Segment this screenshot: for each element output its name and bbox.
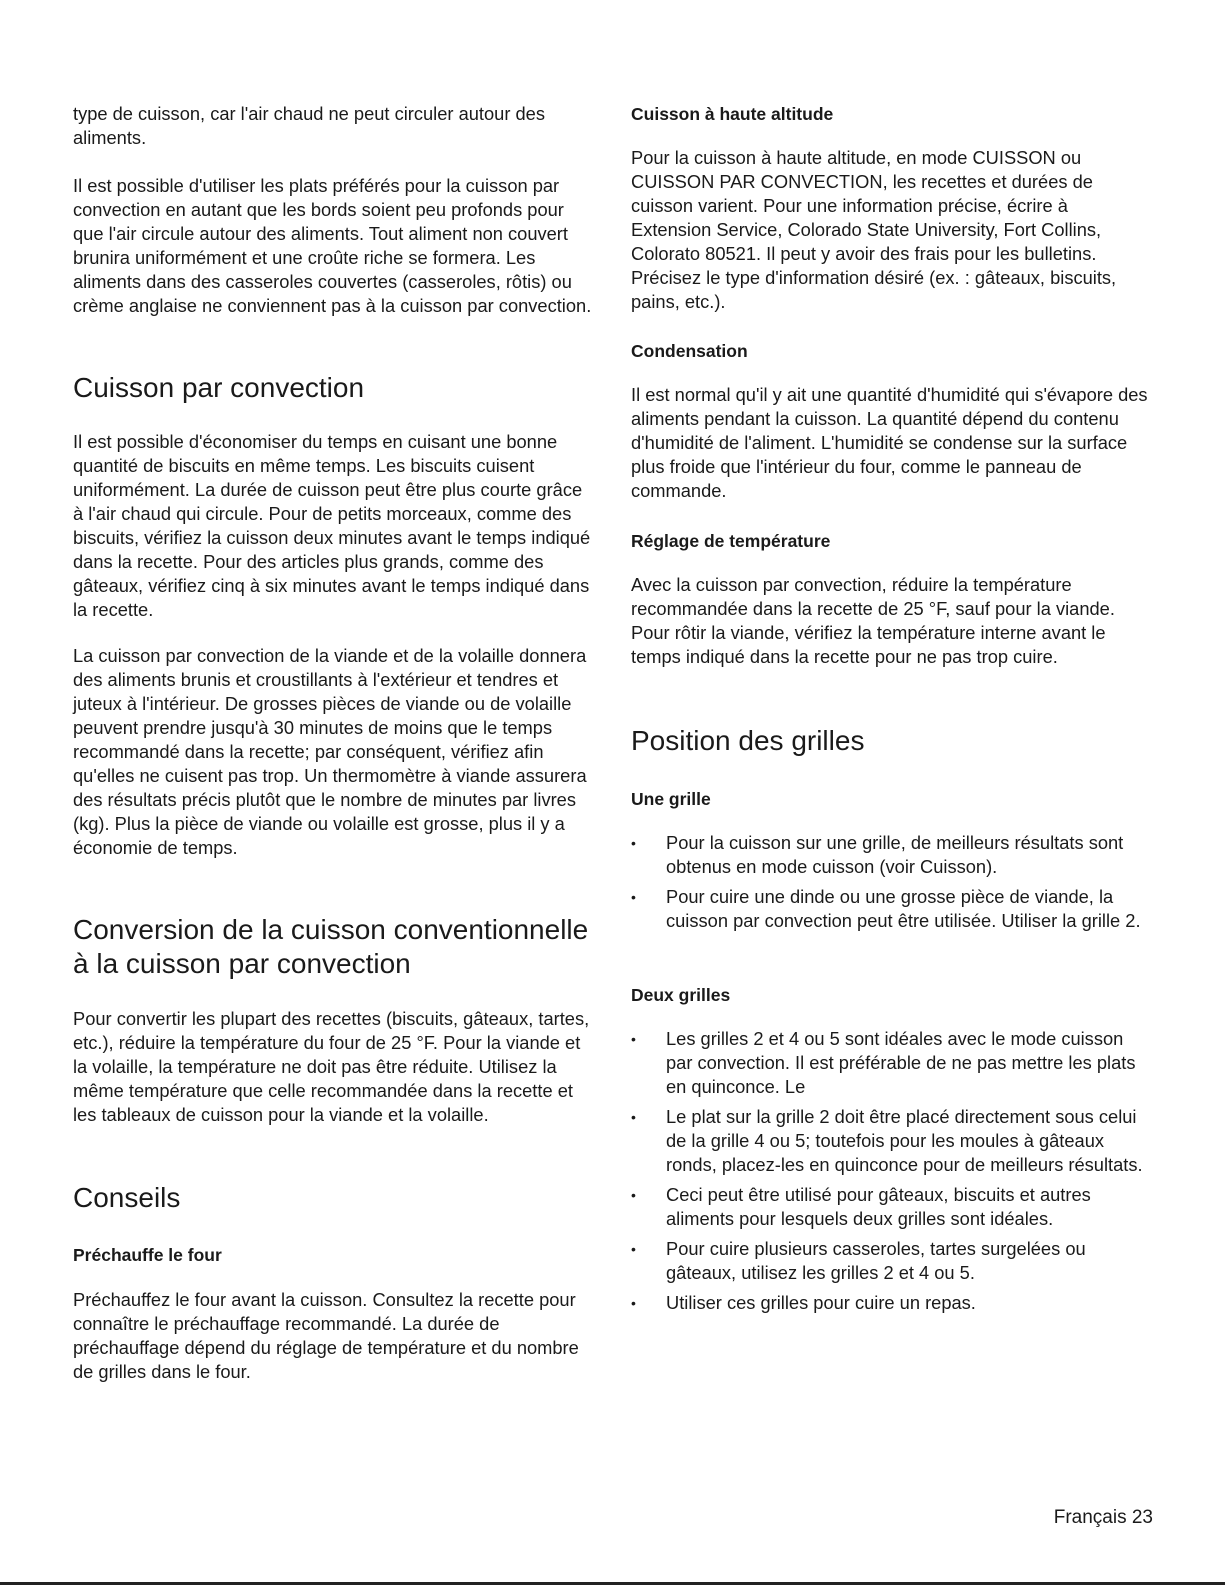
heading-conversion-line1: Conversion de la cuisson conventionnelle <box>73 914 589 945</box>
paragraph-reglage: Avec la cuisson par convection, réduire la température recommandée dans la recette de 25 °F, sauf pour la viande. Pour rôtir la viande, vérifiez la température interne avant le temps indiqué dans la recette pour ne pas trop cuire. <box>631 574 1115 667</box>
list-item: • Les grilles 2 et 4 ou 5 sont idéales avec le mode cuisson par convection. Il est préférable de ne pas mettre les plats en quinconce. Le <box>631 1027 1151 1099</box>
heading-conversion-line2: à la cuisson par convection <box>73 948 411 979</box>
heading-cuisson-convection: Cuisson par convection <box>73 372 365 403</box>
paragraph-condensation: Il est normal qu'il y ait une quantité d'humidité qui s'évapore des aliments pendant la cuisson. La quantité dépend du contenu d'humidité de l'aliment. L'humidité se condense sur la surface plus froide que l'intérieur du four, comme le panneau de commande. <box>631 384 1148 501</box>
list-item: • Le plat sur la grille 2 doit être placé directement sous celui de la grille 4 ou 5; toutefois pour les moules à gâteaux ronds, placez-les en quinconce pour de meilleurs résultats. <box>631 1105 1151 1177</box>
paragraph-viande: La cuisson par convection de la viande et de la volaille donnera des aliments brunis et croustillants à l'extérieur et tendres et juteux à l'intérieur. De grosses pièces de viande ou de volaille peuvent prendre jusqu'à 30 minutes de moins que le temps recommandé dans la recette; par conséquent, vérifiez afin qu'elles ne cuisent pas trop. Un thermomètre à viande assurera des résultats précis plutôt que le nombre de minutes par livres (kg). Plus la pièce de viande ou volaille est grosse, plus il y a économie de temps. <box>73 645 587 858</box>
heading-reglage: Réglage de température <box>631 531 831 551</box>
paragraph-prechauffe: Préchauffez le four avant la cuisson. Consultez la recette pour connaître le préchauffage recommandé. La durée de préchauffage dépend du réglage de température et du nombre de grilles dans le four. <box>73 1289 579 1382</box>
paragraph-biscuits: Il est possible d'économiser du temps en cuisant une bonne quantité de biscuits en même temps. Les biscuits cuisent uniformément. La durée de cuisson peut être plus courte grâce à l'air chaud qui circule. Pour de petits morceaux, comme des biscuits, vérifiez la cuisson deux minutes avant le temps indiqué dans la recette. Pour des articles plus grands, comme des gâteaux, vérifiez cinq à six minutes avant le temps indiqué dans la recette. <box>73 431 591 620</box>
list-une-grille <box>631 831 1151 933</box>
paragraph-altitude: Pour la cuisson à haute altitude, en mode CUISSON ou CUISSON PAR CONVECTION, les recettes et durées de cuisson varient. Pour une information précise, écrire à Extension Service, Colorado State University, Fort Collins, Colorato 80521. Il peut y avoir des frais pour les bulletins. Précisez le type d'information désiré (ex. : gâteaux, biscuits, pains, etc.). <box>631 147 1117 312</box>
list-deux-grilles <box>631 1027 1151 1315</box>
heading-deux-grilles: Deux grilles <box>631 985 731 1005</box>
heading-prechauffe: Préchauffe le four <box>73 1245 222 1265</box>
list-item: • Utiliser ces grilles pour cuire un repas. <box>631 1291 1151 1315</box>
heading-haute-altitude: Cuisson à haute altitude <box>631 104 834 124</box>
list-item: • Pour la cuisson sur une grille, de meilleurs résultats sont obtenus en mode cuisson (voir Cuisson). <box>631 831 1151 879</box>
paragraph-intro: type de cuisson, car l'air chaud ne peut circuler autour des aliments. <box>73 103 545 148</box>
paragraph-plats: Il est possible d'utiliser les plats préférés pour la cuisson par convection en autant que les bords soient peu profonds pour que l'air circule autour des aliments. Tout aliment non couvert brunira uniformément et une croûte riche se formera. Les aliments dans des casseroles couvertes (casseroles, rôtis) ou crème anglaise ne conviennent pas à la cuisson par convection. <box>73 175 592 316</box>
heading-position-grilles: Position des grilles <box>631 725 865 756</box>
heading-conseils: Conseils <box>73 1182 181 1213</box>
list-item: • Ceci peut être utilisé pour gâteaux, biscuits et autres aliments pour lesquels deux grilles sont idéales. <box>631 1183 1151 1231</box>
list-item: • Pour cuire plusieurs casseroles, tartes surgelées ou gâteaux, utilisez les grilles 2 et 4 ou 5. <box>631 1237 1151 1285</box>
paragraph-conversion: Pour convertir les plupart des recettes (biscuits, gâteaux, tartes, etc.), réduire la température du four de 25 °F. Pour la viande et la volaille, la température ne doit pas être réduite. Utilisez la même température que celle recommandée dans la recette et les tableaux de cuisson pour la viande et la volaille. <box>73 1008 590 1125</box>
page-number: Français 23 <box>1053 1507 1153 1528</box>
list-item: • Pour cuire une dinde ou une grosse pièce de viande, la cuisson par convection peut être utilisée. Utiliser la grille 2. <box>631 885 1151 933</box>
heading-condensation: Condensation <box>631 341 748 361</box>
heading-une-grille: Une grille <box>631 789 711 809</box>
